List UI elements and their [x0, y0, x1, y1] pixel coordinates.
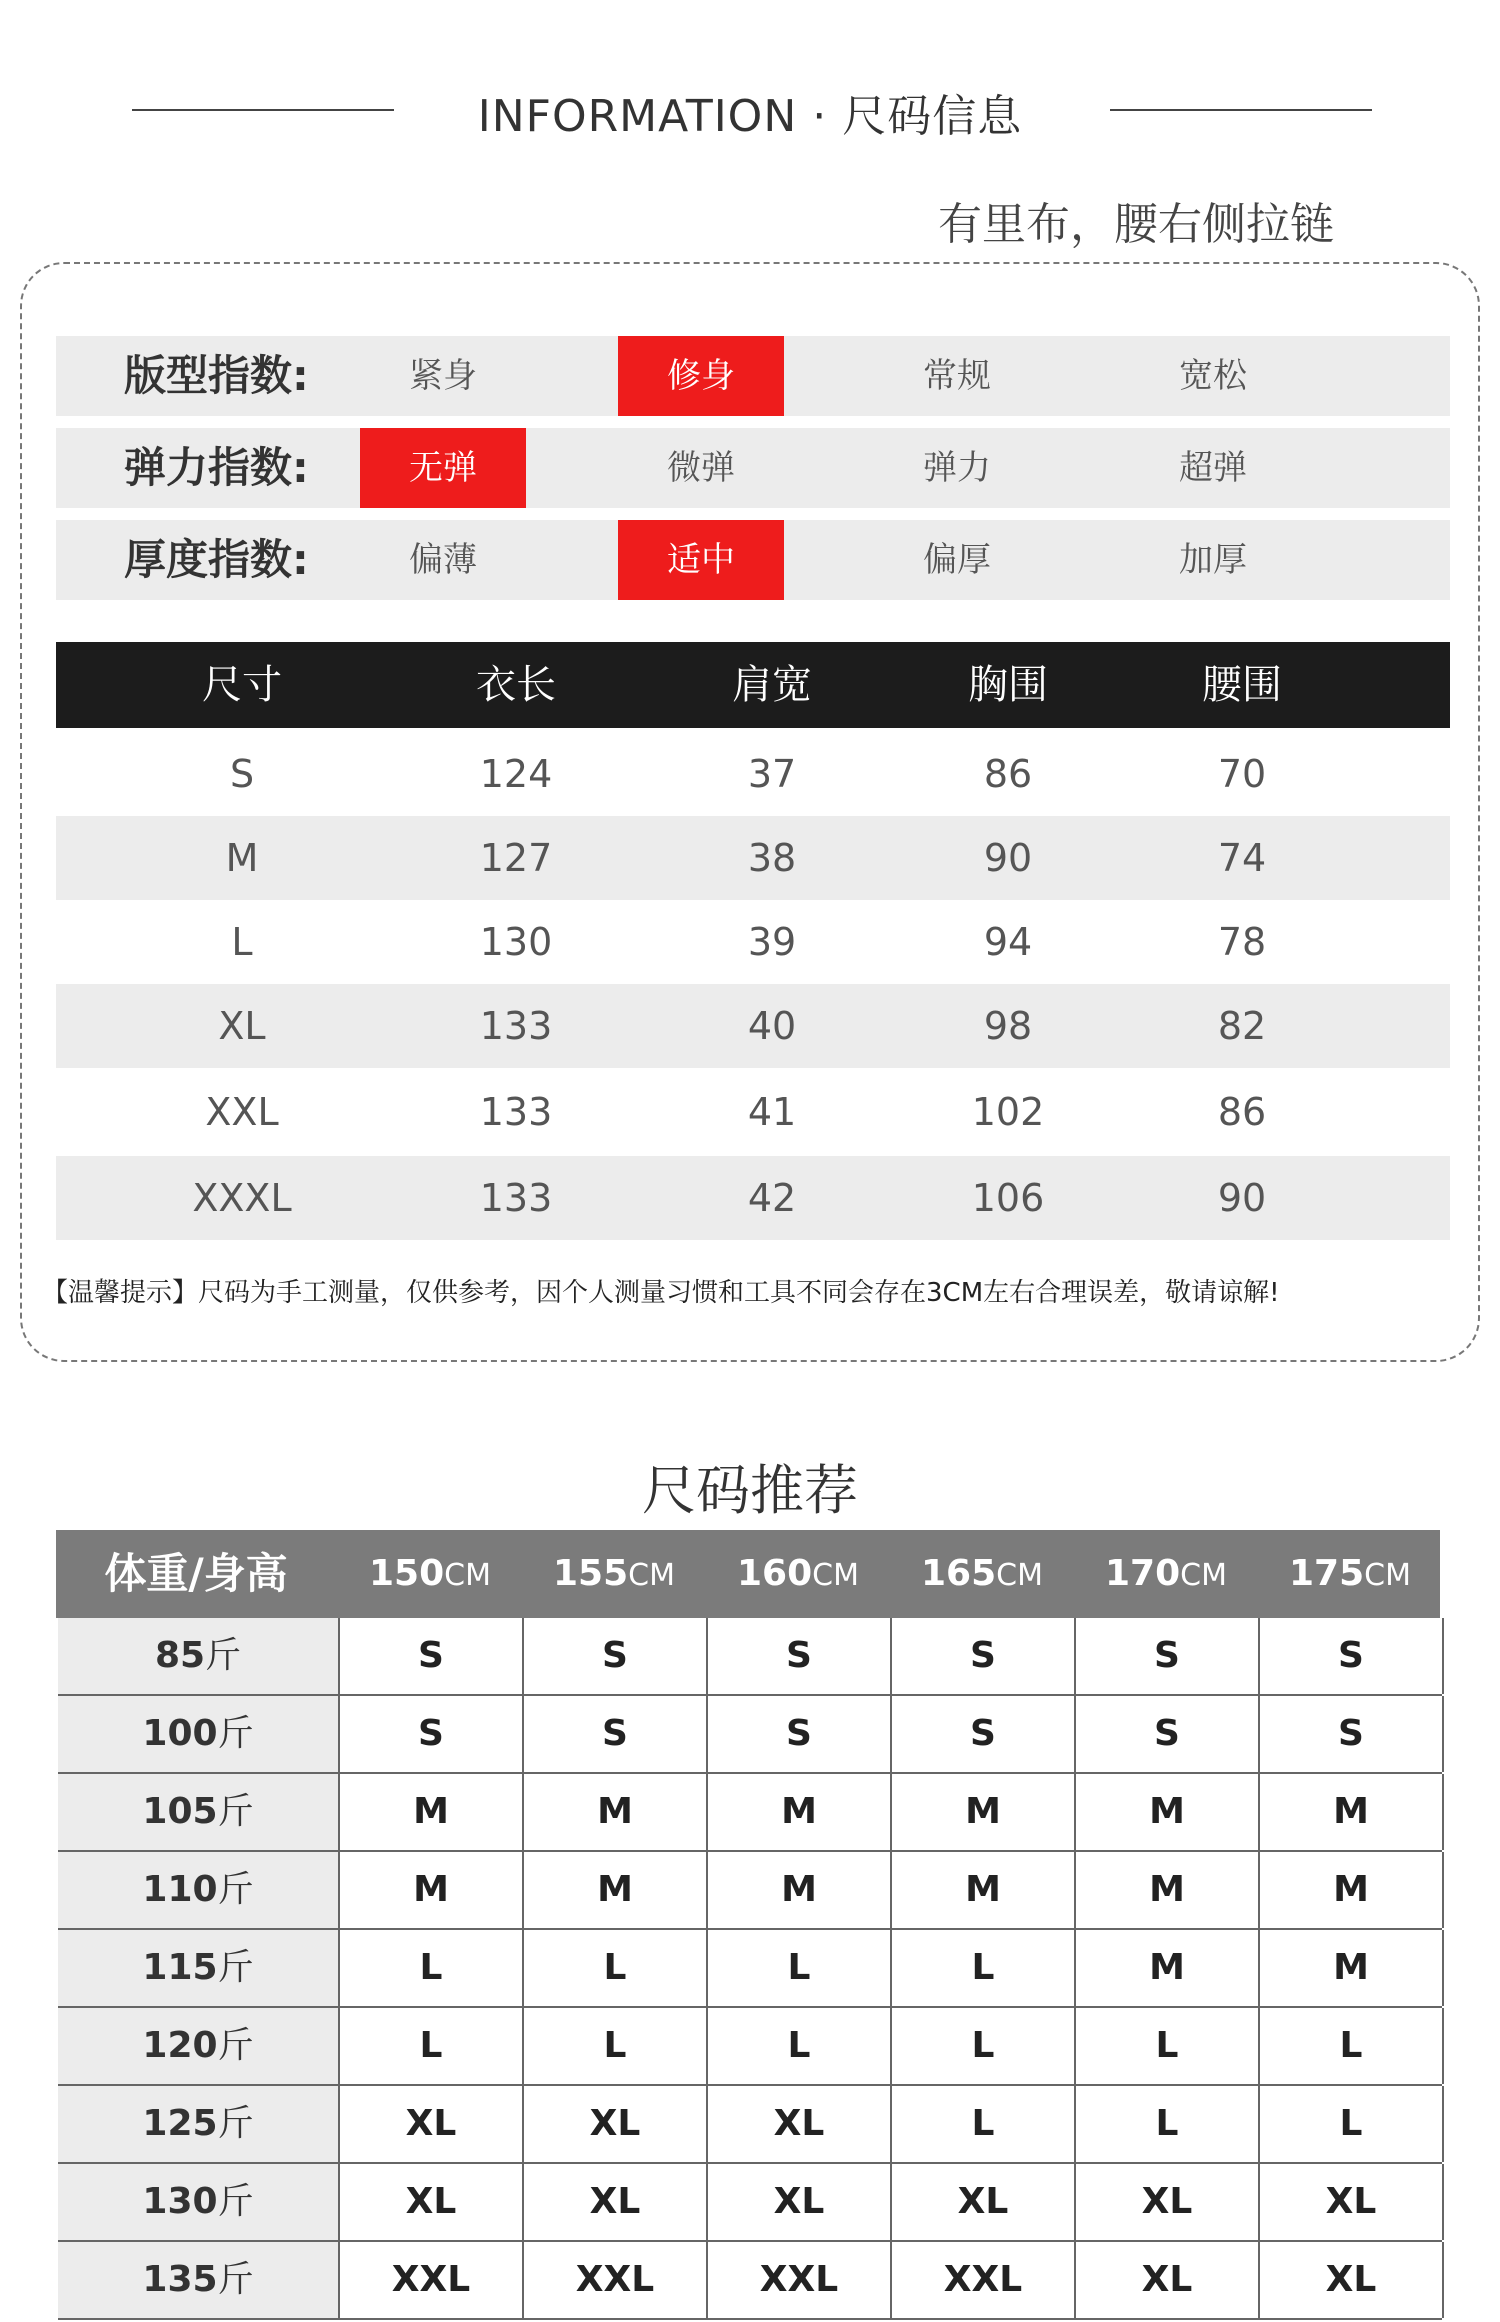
- size-cell: S: [229, 752, 255, 796]
- recommendation-row: [58, 2086, 1442, 2164]
- recommendation-row: [58, 1930, 1442, 2008]
- recommended-size: L: [892, 2008, 1076, 2084]
- weight-value: 105: [142, 1791, 218, 1832]
- weight-value: 100: [142, 1713, 218, 1754]
- size-cell: 37: [747, 752, 797, 796]
- size-row: [56, 816, 1450, 900]
- size-cell: 86: [983, 752, 1033, 796]
- size-header-cell: 衣长: [476, 662, 556, 708]
- recommended-size: L: [524, 1930, 708, 2006]
- size-header-cell: 肩宽: [732, 662, 812, 708]
- index-label: 弹力指数:: [124, 443, 309, 492]
- index-option: 弹力: [923, 448, 991, 488]
- weight-cell: [58, 2008, 340, 2084]
- size-cell: XXL: [205, 1090, 279, 1134]
- recommended-size: XL: [1076, 2242, 1260, 2318]
- weight-cell: [58, 1618, 340, 1694]
- weight-cell: [58, 1774, 340, 1850]
- size-cell: 86: [1217, 1090, 1267, 1134]
- recommended-size: XXL: [708, 2242, 892, 2318]
- recommended-size: M: [1076, 1930, 1260, 2006]
- index-option: 微弹: [667, 448, 735, 488]
- size-row: [56, 984, 1450, 1068]
- recommended-size: S: [1260, 1618, 1444, 1694]
- height-unit: CM: [812, 1558, 859, 1593]
- size-table-header: [56, 642, 1450, 728]
- recommendation-row: [58, 1774, 1442, 1852]
- recommended-size: S: [1076, 1618, 1260, 1694]
- recommendation-row: [58, 2242, 1442, 2320]
- index-option: 常规: [923, 356, 991, 396]
- recommended-size: M: [708, 1774, 892, 1850]
- height-unit: CM: [996, 1558, 1043, 1593]
- height-value: 170: [1105, 1553, 1181, 1594]
- height-unit: CM: [444, 1558, 491, 1593]
- index-option: 偏厚: [923, 540, 991, 580]
- recommended-size: M: [524, 1774, 708, 1850]
- index-option: 加厚: [1179, 540, 1247, 580]
- recommended-size: M: [1076, 1774, 1260, 1850]
- recommended-size: XL: [524, 2164, 708, 2240]
- weight-unit: 斤: [217, 2025, 254, 2066]
- size-cell: 74: [1217, 836, 1267, 880]
- height-header: [338, 1530, 522, 1618]
- recommended-size: XL: [340, 2164, 524, 2240]
- size-cell: XXXL: [192, 1176, 292, 1220]
- size-row: [56, 900, 1450, 984]
- size-cell: 106: [971, 1176, 1045, 1220]
- recommended-size: M: [1260, 1852, 1444, 1928]
- weight-cell: [58, 2242, 340, 2318]
- weight-unit: 斤: [217, 2181, 254, 2222]
- size-header-cell: 胸围: [968, 662, 1048, 708]
- recommended-size: S: [1260, 1696, 1444, 1772]
- recommended-size: XL: [708, 2086, 892, 2162]
- size-cell: 78: [1217, 920, 1267, 964]
- recommended-size: L: [892, 1930, 1076, 2006]
- recommended-size: S: [340, 1696, 524, 1772]
- recommended-size: S: [1076, 1696, 1260, 1772]
- weight-cell: [58, 1930, 340, 2006]
- size-cell: 124: [479, 752, 553, 796]
- recommended-size: M: [340, 1852, 524, 1928]
- size-cell: 133: [479, 1176, 553, 1220]
- recommended-size: S: [708, 1618, 892, 1694]
- index-row: [56, 520, 1450, 600]
- recommended-size: XL: [892, 2164, 1076, 2240]
- weight-unit: 斤: [217, 1947, 254, 1988]
- size-cell: M: [225, 836, 259, 880]
- recommendation-header: [56, 1530, 1440, 1618]
- recommended-size: M: [1076, 1852, 1260, 1928]
- height-header: [890, 1530, 1074, 1618]
- weight-value: 85: [154, 1635, 206, 1676]
- index-label: 厚度指数:: [124, 535, 309, 584]
- recommended-size: S: [892, 1696, 1076, 1772]
- size-cell: 39: [747, 920, 797, 964]
- index-option-selected: 修身: [618, 336, 784, 416]
- product-note: 有里布，腰右侧拉链: [938, 199, 1334, 250]
- height-header: [1074, 1530, 1258, 1618]
- index-option: 宽松: [1179, 356, 1247, 396]
- recommended-size: S: [524, 1696, 708, 1772]
- recommendation-row: [58, 1618, 1442, 1696]
- recommended-size: L: [1076, 2008, 1260, 2084]
- recommendation-corner: 体重/身高: [104, 1549, 288, 1598]
- recommended-size: S: [340, 1618, 524, 1694]
- size-cell: 38: [747, 836, 797, 880]
- recommendation-title: 尺码推荐: [642, 1459, 858, 1522]
- height-unit: CM: [628, 1558, 675, 1593]
- weight-value: 115: [142, 1947, 218, 1988]
- recommendation-row: [58, 2164, 1442, 2242]
- recommended-size: L: [708, 1930, 892, 2006]
- weight-value: 110: [142, 1869, 218, 1910]
- weight-unit: 斤: [217, 1791, 254, 1832]
- size-cell: L: [231, 920, 253, 964]
- index-option-selected: 适中: [618, 520, 784, 600]
- size-cell: 82: [1217, 1004, 1267, 1048]
- height-value: 155: [553, 1553, 629, 1594]
- weight-value: 130: [142, 2181, 218, 2222]
- size-header-cell: 尺寸: [202, 662, 282, 708]
- recommended-size: L: [892, 2086, 1076, 2162]
- size-cell: XL: [218, 1004, 266, 1048]
- recommended-size: XXL: [524, 2242, 708, 2318]
- size-cell: 133: [479, 1090, 553, 1134]
- weight-value: 120: [142, 2025, 218, 2066]
- weight-unit: 斤: [217, 2259, 254, 2300]
- height-header: [706, 1530, 890, 1618]
- height-value: 165: [921, 1553, 997, 1594]
- recommended-size: M: [1260, 1774, 1444, 1850]
- weight-unit: 斤: [217, 1869, 254, 1910]
- recommended-size: L: [340, 1930, 524, 2006]
- recommendation-row: [58, 1852, 1442, 1930]
- index-row: [56, 336, 1450, 416]
- weight-cell: [58, 1852, 340, 1928]
- height-unit: CM: [1364, 1558, 1411, 1593]
- recommended-size: M: [892, 1852, 1076, 1928]
- size-cell: 90: [983, 836, 1033, 880]
- recommended-size: S: [708, 1696, 892, 1772]
- recommended-size: XL: [1260, 2242, 1444, 2318]
- recommended-size: XXL: [340, 2242, 524, 2318]
- recommended-size: L: [340, 2008, 524, 2084]
- recommended-size: S: [524, 1618, 708, 1694]
- recommended-size: XL: [708, 2164, 892, 2240]
- page-title: INFORMATION · 尺码信息: [477, 91, 1023, 142]
- recommended-size: XL: [1260, 2164, 1444, 2240]
- height-value: 150: [369, 1553, 445, 1594]
- recommended-size: M: [1260, 1930, 1444, 2006]
- weight-cell: [58, 2086, 340, 2162]
- height-unit: CM: [1180, 1558, 1227, 1593]
- size-row: [56, 1156, 1450, 1240]
- size-header-cell: 腰围: [1202, 662, 1282, 708]
- size-cell: 127: [479, 836, 553, 880]
- size-cell: 42: [747, 1176, 797, 1220]
- size-cell: 102: [971, 1090, 1045, 1134]
- weight-value: 125: [142, 2103, 218, 2144]
- height-value: 160: [737, 1553, 813, 1594]
- weight-unit: 斤: [217, 2103, 254, 2144]
- size-cell: 130: [479, 920, 553, 964]
- index-option: 超弹: [1179, 448, 1247, 488]
- recommended-size: L: [1260, 2008, 1444, 2084]
- weight-cell: [58, 1696, 340, 1772]
- size-cell: 90: [1217, 1176, 1267, 1220]
- height-header: [522, 1530, 706, 1618]
- index-option-selected: 无弹: [360, 428, 526, 508]
- weight-cell: [58, 2164, 340, 2240]
- size-cell: 41: [747, 1090, 797, 1134]
- index-option: 紧身: [409, 356, 477, 396]
- height-value: 175: [1289, 1553, 1365, 1594]
- recommended-size: L: [708, 2008, 892, 2084]
- recommended-size: L: [1260, 2086, 1444, 2162]
- recommended-size: XL: [524, 2086, 708, 2162]
- size-row: [56, 1070, 1450, 1154]
- recommended-size: XL: [1076, 2164, 1260, 2240]
- recommended-size: XXL: [892, 2242, 1076, 2318]
- recommended-size: M: [340, 1774, 524, 1850]
- measurement-tip: 【温馨提示】尺码为手工测量，仅供参考，因个人测量习惯和工具不同会存在3CM左右合理误差，敬请谅解!: [42, 1278, 1280, 1308]
- recommended-size: S: [892, 1618, 1076, 1694]
- recommended-size: L: [1076, 2086, 1260, 2162]
- weight-value: 135: [142, 2259, 218, 2300]
- recommendation-row: [58, 2008, 1442, 2086]
- size-row: [56, 732, 1450, 816]
- weight-unit: 斤: [217, 1713, 254, 1754]
- size-cell: 70: [1217, 752, 1267, 796]
- index-label: 版型指数:: [124, 351, 309, 400]
- size-cell: 94: [983, 920, 1033, 964]
- index-option: 偏薄: [409, 540, 477, 580]
- recommendation-row: [58, 1696, 1442, 1774]
- index-row: [56, 428, 1450, 508]
- recommended-size: XL: [340, 2086, 524, 2162]
- height-header: [1258, 1530, 1442, 1618]
- size-cell: 133: [479, 1004, 553, 1048]
- recommended-size: M: [524, 1852, 708, 1928]
- weight-unit: 斤: [205, 1635, 242, 1676]
- recommended-size: M: [708, 1852, 892, 1928]
- size-cell: 40: [747, 1004, 797, 1048]
- recommended-size: L: [524, 2008, 708, 2084]
- size-cell: 98: [983, 1004, 1033, 1048]
- recommended-size: M: [892, 1774, 1076, 1850]
